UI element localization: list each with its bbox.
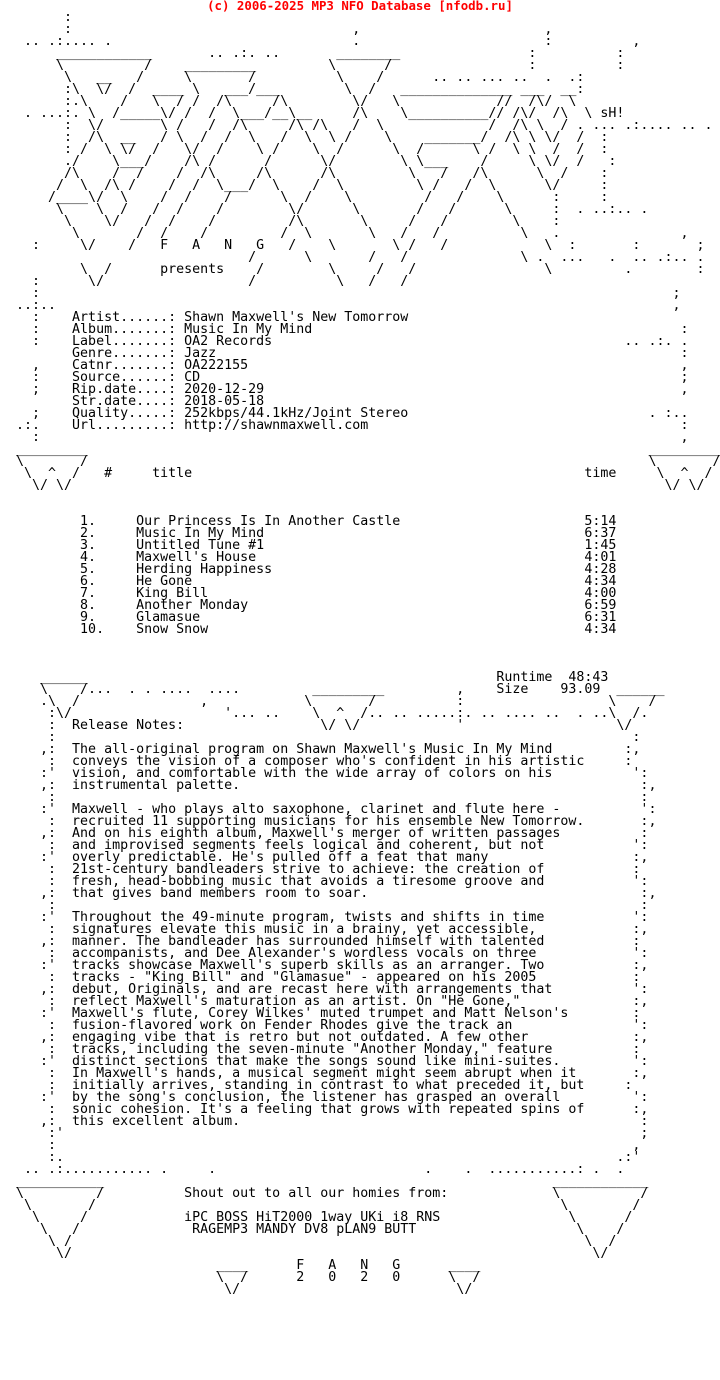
nfo-line: : recruited 11 supporting musicians for his ensemble New Tomorrow. :, bbox=[0, 814, 657, 829]
nfo-line: : signatures elevate this music in a brainy, yet accessible, :, bbox=[0, 922, 649, 937]
nfo-line: /____\/ \ / / / \ / \ / / \ : : bbox=[0, 190, 609, 205]
nfo-line: .\ / , \ / : \ / bbox=[0, 694, 657, 709]
nfo-line: ____________ .. .:. .. ________ : : bbox=[0, 46, 625, 61]
nfodb-copyright-header: (c) 2006-2025 MP3 NFO Database [nfodb.ru] bbox=[207, 0, 513, 13]
nfo-line: : /\ __ / \ / / \ / \ \ / \ _______/ /\ \ \/ / : bbox=[0, 130, 609, 145]
nfo-line: : \/ / F A N G / \ \ / / \ : : ; bbox=[0, 238, 705, 253]
nfo-line: .. .:.... . . : , bbox=[0, 34, 641, 49]
nfo-line: \ / RAGEMP3 MANDY DV8 pLAN9 BUTT \ / bbox=[0, 1222, 625, 1237]
nfo-line: : Release Notes: \/ \/ ' \/ bbox=[0, 718, 641, 733]
nfo-line: / \ /\ / / / \___/ \ / \ \ / / \ \/ : bbox=[0, 178, 609, 193]
nfo-line: \ ^ / # title time \ ^ / bbox=[0, 466, 713, 481]
nfo-line: : tracks, including the seven-minute "Another Monday," feature : bbox=[0, 1042, 641, 1057]
nfo-line: \ / 2 0 2 0 \ / bbox=[0, 1270, 481, 1285]
nfo-line: Genre.......: Jazz : bbox=[0, 346, 689, 361]
nfo-line: :' distinct sections that make the songs sound like mini-suites. ': bbox=[0, 1054, 649, 1069]
nfo-line: ..:.. , bbox=[0, 298, 681, 313]
nfo-line: ./ \___/ /\ / / \/ \ \___ / \ \/ / : bbox=[0, 154, 617, 169]
nfo-line: 7. King Bill 4:00 bbox=[0, 586, 617, 601]
nfo-line: :.\ / \ / / /\ /\ \/ \ // /\/ \ bbox=[0, 94, 617, 109]
nfo-line: : ; bbox=[0, 286, 681, 301]
nfo-line: \ / \ / bbox=[0, 1198, 641, 1213]
nfo-line: :' Throughout the 49-minute program, twists and shifts in time ': bbox=[0, 910, 649, 925]
nfo-line: 1. Our Princess Is In Another Castle 5:14 bbox=[0, 514, 617, 529]
nfo-line: \ / presents / \ / / \ . : bbox=[0, 262, 705, 277]
nfo-line: ,: The all-original program on Shawn Maxwell's Music In My Mind :, bbox=[0, 742, 641, 757]
nfo-line: .. .:........... . . . . ...........: . . bbox=[0, 1162, 625, 1177]
nfo-line: ; Quality.....: 252kbps/44.1kHz/Joint Stereo . :.. bbox=[0, 406, 689, 421]
nfo-line: :. .:' bbox=[0, 1150, 641, 1165]
nfo-line: \/ \/ bbox=[0, 1282, 473, 1297]
nfo-line: :' Maxwell - who plays alto saxophone, clarinet and flute here - ': bbox=[0, 802, 657, 817]
nfo-line: \ / \ / bbox=[0, 1234, 617, 1249]
nfo-line: :' Maxwell's flute, Corey Wilkes' muted trumpet and Matt Nelson's : bbox=[0, 1006, 641, 1021]
nfo-line: : \/ \ / / /\ /\ /\ / \ / /\ \ / . ... .:.... .. . bbox=[0, 118, 713, 133]
nfo-line: .:. Url.........: http://shawnmaxwell.com : bbox=[0, 418, 689, 433]
nfo-line: Str.date....: 2018-05-18 bbox=[0, 394, 265, 409]
nfo-line: : initially arrives, standing in contrast to what preceded it, but : bbox=[0, 1078, 633, 1093]
nfo-line: : and improvised segments feels logical and coherent, but not ': bbox=[0, 838, 649, 853]
nfo-line: \ / iPC BOSS HiT2000 1way UKi i8 RNS \ / bbox=[0, 1210, 633, 1225]
nfo-line: ,: debut, Originals, and are recast here with arrangements that ': bbox=[0, 982, 649, 997]
nfo-line: 5. Herding Happiness 4:28 bbox=[0, 562, 617, 577]
nfo-line: ,: And on his eighth album, Maxwell's merger of written passages : bbox=[0, 826, 649, 841]
nfo-line: 9. Glamasue 6:31 bbox=[0, 610, 617, 625]
nfo-line: \ / Shout out to all our homies from: \ / bbox=[0, 1186, 649, 1201]
nfo-line: : accompanists, and Dee Alexander's wordless vocals on three ': bbox=[0, 946, 649, 961]
nfo-line: ,: instrumental palette. :, bbox=[0, 778, 657, 793]
nfo-line: : 21st-century bandleaders strive to achieve: the creation of : bbox=[0, 862, 641, 877]
nfo-line bbox=[0, 648, 720, 660]
nfo-line: ,: manner. The bandleader has surrounded himself with talented : bbox=[0, 934, 641, 949]
nfo-line: : Album.......: Music In My Mind : bbox=[0, 322, 689, 337]
nfo-line: /\ / / / /\ /\ /\ \ / /\ \ / : bbox=[0, 166, 609, 181]
nfo-line: 6. He Gone 4:34 bbox=[0, 574, 617, 589]
nfo-line: \ / \ / bbox=[0, 454, 720, 469]
nfo-line: : In Maxwell's hands, a musical segment might seem abrupt when it :, bbox=[0, 1066, 649, 1081]
nfo-line: : Artist......: Shawn Maxwell's New Tomorrow bbox=[0, 310, 409, 325]
nfo-line: : conveys the vision of a composer who's confident in his artistic : bbox=[0, 754, 633, 769]
nfo-line: : fusion-flavored work on Fender Rhodes give the track an ': bbox=[0, 1018, 649, 1033]
nfo-line: \ / / / / \ \ / / \ . , bbox=[0, 226, 689, 241]
nfo-line: : : bbox=[0, 790, 649, 805]
nfo-line: \ __ / \ / \ / .. .. ... .. . .: bbox=[0, 70, 625, 85]
nfo-line: :\ \/ / ____ \ ___/___ \ / ______________ ___ __: bbox=[0, 82, 625, 97]
nfo-line: : bbox=[0, 10, 73, 25]
nfo-line: :' ; bbox=[0, 1126, 649, 1141]
nfo-line bbox=[0, 636, 720, 648]
nfo-line: : sonic cohesion. It's a feeling that grows with repeated spins of :, bbox=[0, 1102, 649, 1117]
nfo-line: \/ \/ \/ \/ bbox=[0, 478, 705, 493]
nfo-line: / \ / / \ . ... . .. .:.. . bbox=[0, 250, 705, 265]
nfo-line: :' overly predictable. He's pulled off a feat that many :, bbox=[0, 850, 649, 865]
nfo-line bbox=[0, 492, 720, 504]
nfo-line: : tracks - "King Bill" and "Glamasue" - appeared on his 2005 : bbox=[0, 970, 641, 985]
nfo-line: : \/ / \ / / bbox=[0, 274, 553, 289]
nfo-line: : : bbox=[0, 898, 649, 913]
nfo-line: \/ \/ bbox=[0, 1246, 609, 1261]
nfo-line: 4. Maxwell's House 4:01 bbox=[0, 550, 617, 565]
nfo-line: \ /... . . .... .... _________ , Size 93.09 ______ bbox=[0, 682, 665, 697]
nfo-line: :' vision, and comfortable with the wide array of colors on his ': bbox=[0, 766, 649, 781]
nfo-line: : , , bbox=[0, 22, 553, 37]
nfo-line: . ...:. \ /_____\/ / / \___/__\__ /\ \__________// /\/ /\ \ sH! bbox=[0, 106, 625, 121]
nfo-line: : , bbox=[0, 430, 689, 445]
nfo-line: \ / _________ \ / : : bbox=[0, 58, 625, 73]
nfo-line: 8. Another Monday 6:59 bbox=[0, 598, 617, 613]
nfo-line: :' tracks showcase Maxwell's superb skills as an arranger. Two :, bbox=[0, 958, 649, 973]
nfo-line: \ \ / / / / \/ \ / / \ : . ..:.. . bbox=[0, 202, 649, 217]
nfo-line: ______ Runtime 48:43 bbox=[0, 670, 609, 685]
nfo-line: ; Rip.date....: 2020-12-29 , bbox=[0, 382, 689, 397]
nfo-line: : fresh, head-bobbing music that avoids a tiresome groove and ': bbox=[0, 874, 649, 889]
nfo-text-body bbox=[0, 12, 720, 1296]
nfo-line: : : bbox=[0, 730, 641, 745]
nfo-line: 3. Untitled Tune #1 1:45 bbox=[0, 538, 617, 553]
nfo-line: ,: that gives band members room to soar. :, bbox=[0, 886, 657, 901]
nfo-line: ____ F A N G ____ bbox=[0, 1258, 481, 1273]
nfo-line: : reflect Maxwell's maturation as an artist. On "He Gone," :, bbox=[0, 994, 649, 1009]
nfo-line: 2. Music In My Mind 6:37 bbox=[0, 526, 617, 541]
nfo-line: \ \/ / / / /\ \ / / \ : bbox=[0, 214, 561, 229]
nfo-line: :\/ '... .. \ ^ /.. .. .....:. .. .... .. . ..\ /. bbox=[0, 706, 649, 721]
nfo-line: : Source......: CD ; bbox=[0, 370, 689, 385]
nfo-line: ___________ ____________ bbox=[0, 1174, 649, 1189]
nfo-line: _________ _________ bbox=[0, 442, 720, 457]
nfo-line: :' by the song's conclusion, the listener has grasped an overall ': bbox=[0, 1090, 649, 1105]
nfo-line: : Label.......: OA2 Records .. .:. . bbox=[0, 334, 689, 349]
nfo-line: ,: engaging vibe that is retro but not outdated. A few other :, bbox=[0, 1030, 649, 1045]
nfo-line: , Catnr.......: OA222155 , bbox=[0, 358, 689, 373]
nfo-line: : , bbox=[0, 1138, 641, 1153]
nfo-line: ,: this excellent album. : bbox=[0, 1114, 649, 1129]
nfo-line: 10. Snow Snow 4:34 bbox=[0, 622, 617, 637]
nfo-line: : / \ \/ / \/ / \ / \ / \ / \ / \ \ / / : bbox=[0, 142, 609, 157]
